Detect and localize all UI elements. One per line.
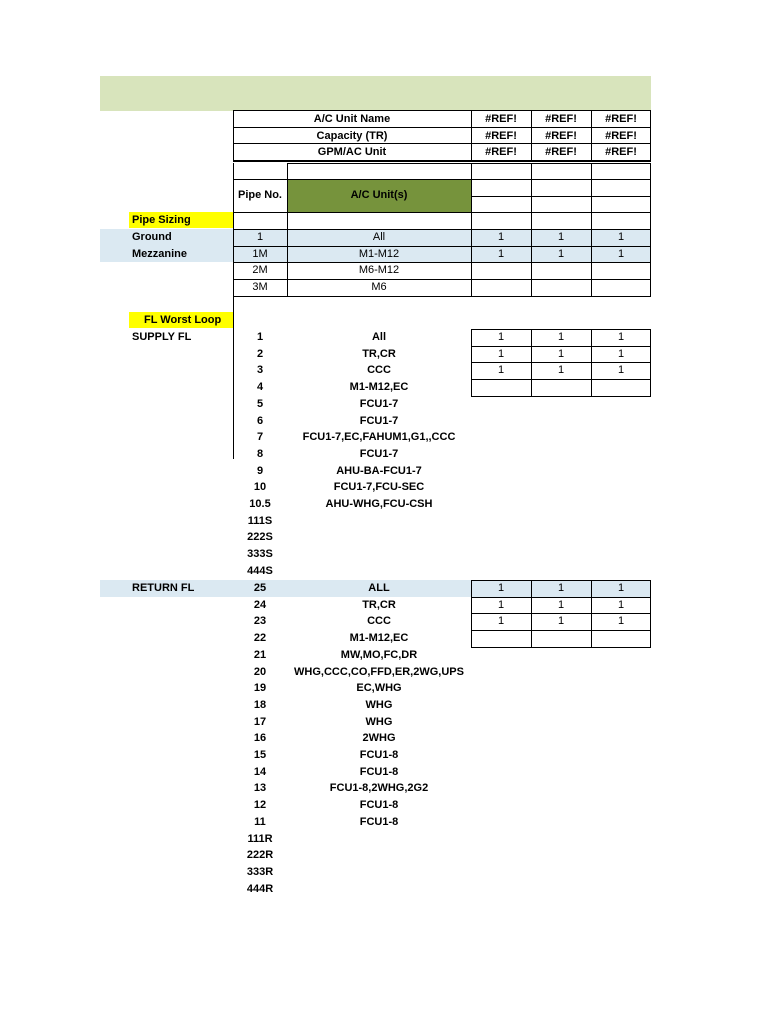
supply-pipe-number: 333S	[247, 548, 273, 561]
grid-line	[287, 163, 471, 164]
supply-pipe-number: 2	[256, 347, 264, 360]
supply-pipe-number: 9	[256, 464, 264, 477]
return-value	[471, 630, 531, 646]
supply-units: AHU-WHG,FCU-CSH	[325, 498, 433, 510]
supply-value: 1	[557, 347, 565, 360]
grid-line	[233, 229, 651, 230]
supply-pipe-number: 8	[256, 447, 264, 460]
return-units: FCU1-8	[359, 765, 399, 778]
pipe-number: 1M	[252, 247, 268, 260]
return-pipe-number: 111R	[247, 832, 273, 845]
return-units: ALL	[368, 582, 390, 594]
grid-line	[650, 580, 651, 647]
return-pipe-number: 333R	[246, 865, 274, 878]
units-header: A/C Unit(s)	[350, 189, 408, 201]
return-pipe-number: 25	[253, 582, 267, 594]
header-value: #REF!	[545, 146, 577, 159]
return-pipe-number: 11	[254, 815, 266, 828]
return-pipe-number: 24	[253, 598, 267, 611]
header-value: #REF!	[605, 129, 637, 142]
supply-pipe-number: 6	[256, 414, 264, 427]
header-value: #REF!	[485, 129, 517, 142]
grid-line	[531, 163, 532, 296]
grid-line	[471, 379, 651, 380]
title-banner	[100, 76, 651, 111]
return-units: FCU1-8,2WHG,2G2	[329, 782, 429, 795]
supply-units: TR,CR	[362, 347, 396, 360]
value-cell	[591, 279, 651, 295]
grid-line	[471, 196, 651, 197]
header-value: #REF!	[485, 146, 517, 159]
grid-line	[287, 163, 288, 296]
return-units: M1-M12,EC	[349, 632, 409, 645]
supply-value: 1	[617, 364, 625, 377]
return-value: 1	[557, 582, 565, 594]
return-pipe-number: 16	[253, 732, 267, 745]
grid-line	[233, 296, 651, 297]
value-cell	[471, 262, 531, 278]
grid-line	[591, 110, 592, 161]
grid-line	[471, 647, 651, 648]
supply-pipe-number: 4	[256, 381, 264, 394]
supply-units: FCU1-7	[359, 397, 399, 410]
return-units: FCU1-8	[359, 749, 399, 761]
return-pipe-number: 23	[253, 615, 267, 628]
grid-line	[591, 580, 592, 647]
return-value: 1	[497, 615, 505, 628]
grid-line	[471, 396, 651, 397]
return-pipe-number: 15	[253, 749, 267, 761]
supply-pipe-number: 10.5	[249, 498, 271, 510]
grid-line	[471, 163, 472, 296]
header-label: A/C Unit Name	[313, 113, 391, 125]
supply-units: FCU1-7,EC,FAHUM1,G1,,CCC	[302, 431, 456, 444]
return-units: WHG	[365, 715, 393, 728]
return-pipe-number: 13	[253, 782, 267, 795]
header-value: #REF!	[485, 113, 517, 125]
return-value: 1	[497, 598, 505, 611]
row-label: Mezzanine	[132, 247, 188, 260]
value-cell	[531, 262, 591, 278]
value-cell: 1	[617, 231, 625, 243]
grid-line	[233, 143, 651, 144]
supply-pipe-number: 222S	[247, 531, 273, 544]
pipe-number: 3M	[252, 281, 268, 294]
supply-value: 1	[617, 347, 625, 360]
supply-units: AHU-BA-FCU1-7	[336, 464, 422, 477]
value-cell: 1	[617, 247, 625, 260]
supply-pipe-number: 1	[256, 331, 264, 343]
return-units: WHG,CCC,CO,FFD,ER,2WG,UPS	[294, 665, 464, 678]
value-cell: 1	[497, 231, 505, 243]
supply-value: 1	[617, 331, 625, 343]
supply-units: All	[371, 331, 387, 343]
return-value	[531, 630, 591, 646]
grid-line	[471, 613, 651, 614]
return-value: 1	[617, 598, 625, 611]
value-cell: 1	[557, 231, 565, 243]
return-value	[591, 630, 651, 646]
supply-units: CCC	[367, 364, 391, 377]
grid-line	[650, 110, 651, 161]
grid-line	[233, 212, 651, 213]
return-pipe-number: 22	[253, 632, 267, 645]
return-pipe-number: 12	[253, 799, 267, 812]
grid-line	[233, 110, 651, 111]
grid-line	[471, 580, 651, 581]
supply-units: M1-M12,EC	[349, 381, 409, 394]
return-fl-label: RETURN FL	[132, 582, 195, 594]
return-units: FCU1-8	[359, 815, 399, 828]
return-units: TR,CR	[362, 598, 396, 611]
supply-pipe-number: 111S	[247, 514, 273, 527]
grid-line	[471, 163, 651, 164]
grid-line	[471, 329, 472, 396]
grid-line	[471, 329, 651, 330]
value-cell	[471, 279, 531, 295]
grid-line	[471, 630, 651, 631]
supply-value: 1	[497, 347, 505, 360]
grid-line	[591, 329, 592, 396]
return-value: 1	[557, 598, 565, 611]
supply-pipe-number: 3	[256, 364, 264, 377]
grid-line	[233, 262, 651, 263]
supply-value	[591, 379, 651, 395]
units-cell: M1-M12	[358, 247, 400, 260]
return-pipe-number: 19	[253, 682, 267, 695]
return-units: MW,MO,FC,DR	[340, 648, 418, 661]
supply-units: FCU1-7,FCU-SEC	[333, 481, 425, 494]
return-value: 1	[617, 582, 625, 594]
pipe-sizing-title: Pipe Sizing	[129, 212, 233, 228]
header-value: #REF!	[545, 129, 577, 142]
grid-line	[591, 163, 592, 296]
return-pipe-number: 20	[253, 665, 267, 678]
supply-value: 1	[557, 364, 565, 377]
return-value: 1	[497, 582, 505, 594]
return-value: 1	[557, 615, 565, 628]
pipe-no-header: Pipe No.	[237, 189, 282, 201]
grid-line	[233, 160, 651, 162]
return-value: 1	[617, 615, 625, 628]
return-pipe-number: 222R	[246, 849, 274, 862]
grid-line	[233, 279, 651, 280]
grid-line	[471, 580, 472, 647]
value-cell	[591, 262, 651, 278]
header-value: #REF!	[605, 113, 637, 125]
header-label: Capacity (TR)	[316, 129, 388, 142]
return-units: EC,WHG	[356, 682, 402, 695]
return-units: WHG	[365, 698, 393, 711]
grid-line	[531, 580, 532, 647]
return-pipe-number: 14	[253, 765, 267, 778]
fl-worst-loop-title: FL Worst Loop	[129, 312, 233, 328]
units-cell: M6-M12	[358, 264, 400, 277]
grid-line	[471, 362, 651, 363]
supply-value: 1	[497, 364, 505, 377]
return-units: FCU1-8	[359, 799, 399, 812]
value-cell: 1	[557, 247, 565, 260]
supply-value: 1	[557, 331, 565, 343]
supply-pipe-number: 444S	[247, 564, 273, 577]
grid-line	[233, 246, 651, 247]
return-pipe-number: 18	[253, 698, 267, 711]
grid-line	[471, 179, 651, 180]
supply-fl-label: SUPPLY FL	[132, 331, 192, 343]
grid-line	[233, 127, 651, 128]
grid-line	[650, 329, 651, 396]
supply-value	[471, 379, 531, 395]
supply-pipe-number: 7	[256, 431, 264, 444]
supply-units: FCU1-7	[359, 447, 399, 460]
pipe-number: 1	[256, 231, 264, 243]
value-cell: 1	[497, 247, 505, 260]
grid-line	[233, 110, 234, 161]
header-value: #REF!	[545, 113, 577, 125]
grid-line	[471, 110, 472, 161]
supply-pipe-number: 10	[253, 481, 267, 494]
grid-line	[233, 179, 471, 180]
header-value: #REF!	[605, 146, 637, 159]
units-cell: All	[372, 231, 386, 243]
value-cell	[531, 279, 591, 295]
grid-line	[531, 329, 532, 396]
supply-value: 1	[497, 331, 505, 343]
return-pipe-number: 17	[253, 715, 267, 728]
units-cell: M6	[371, 281, 387, 294]
grid-line	[650, 163, 651, 296]
supply-units: FCU1-7	[359, 414, 399, 427]
row-label: Ground	[132, 231, 172, 243]
header-label: GPM/AC Unit	[317, 146, 387, 159]
grid-line	[531, 110, 532, 161]
supply-value	[531, 379, 591, 395]
pipe-number: 2M	[252, 264, 268, 277]
return-units: CCC	[367, 615, 391, 628]
return-units: 2WHG	[362, 732, 396, 745]
return-pipe-number: 444R	[246, 882, 274, 895]
grid-line	[471, 346, 651, 347]
return-pipe-number: 21	[253, 648, 267, 661]
supply-pipe-number: 5	[256, 397, 264, 410]
grid-line	[471, 597, 651, 598]
